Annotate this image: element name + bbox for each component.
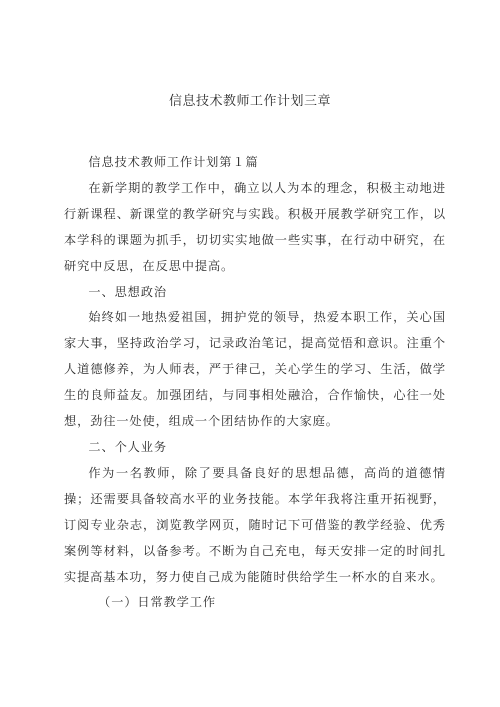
professional-paragraph: 作为一名教师，除了要具备良好的思想品德，高尚的道德情操；还需要具备较高水平的业务技能。本学年我将注重开拓视野，订阅专业杂志，浏览教学网页，随时记下可借鉴的教学经验、优秀案例等材料，以备参考。不断为自己充电，每天安排一定的时间扎实提高基本功，努力使自己成为能随时供给学生一杯水的自来水。: [64, 465, 446, 584]
sub-heading-daily-teaching: （一）日常教学工作: [98, 595, 216, 610]
intro-paragraph: 在新学期的教学工作中，确立以人为本的理念，积极主动地进行新课程、新课堂的教学研究与实践。积极开展教学研究工作，以本学科的课题为抓手，切切实实地做一些实事，在行动中研究，在研究中反思，在反思中提高。: [64, 180, 446, 273]
document-body: [64, 150, 446, 616]
section-heading-professional: 二、个人业务: [88, 439, 167, 454]
section-heading-article-1: 信息技术教师工作计划第１篇: [88, 155, 259, 169]
section-heading-politics: 一、思想政治: [88, 284, 167, 299]
document-title: 信息技术教师工作计划三章: [168, 94, 331, 109]
politics-paragraph: 始终如一地热爱祖国，拥护党的领导，热爱本职工作，关心国家大事，坚持政治学习，记录政治笔记，提高觉悟和意识。注重个人道德修养，为人师表，严于律己，关心学生的学习、生活，做学生的良师益友。加强团结，与同事相处融洽，合作愉快，心往一处想，劲往一处使，组成一个团结协作的大家庭。: [64, 310, 446, 429]
